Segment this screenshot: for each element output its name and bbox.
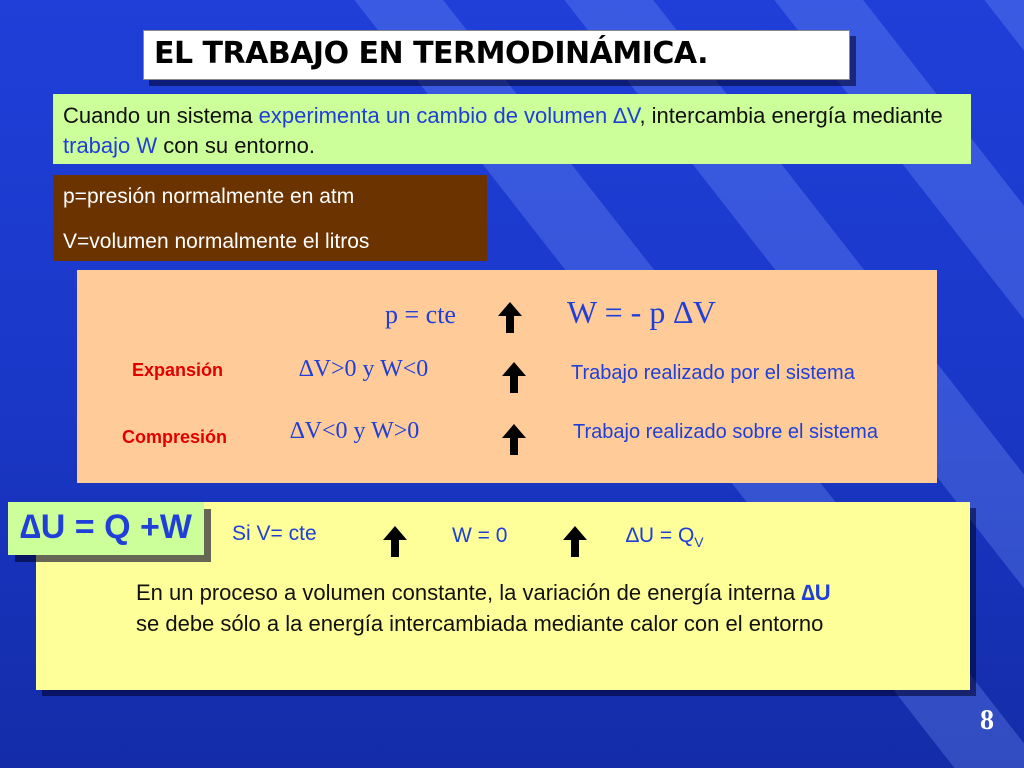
constant-pressure-condition: p = cte <box>385 300 456 329</box>
pressure-definition: p=presión normalmente en atm <box>63 185 355 208</box>
up-arrow-icon <box>497 300 523 334</box>
intro-text-3: , intercambia energía mediante <box>639 103 943 128</box>
compression-label: Compresión <box>122 427 228 447</box>
page-number: 8 <box>980 705 994 736</box>
volume-definition: V=volumen normalmente el litros <box>63 230 370 253</box>
intro-text-1: Cuando un sistema <box>63 103 259 128</box>
work-formula: W = - p ∆V <box>567 294 717 330</box>
explanation-text-3: se debe sólo a la energía intercambiada mediante calor con el entorno <box>136 611 824 636</box>
expansion-condition: ∆V>0 y W<0 <box>299 356 429 382</box>
first-law-equation-box <box>8 502 204 555</box>
compression-note: Trabajo realizado sobre el sistema <box>573 421 878 443</box>
definitions-box <box>53 175 487 261</box>
intro-text-work: trabajo W <box>63 133 158 158</box>
energy-result-main: ∆U = Q <box>626 524 695 547</box>
energy-result-subscript: V <box>694 534 704 551</box>
zero-work: W = 0 <box>452 524 508 547</box>
first-law-explanation <box>136 577 856 639</box>
explanation-text-1: En un proceso a volumen constante, la variación de energía interna <box>136 580 802 605</box>
slide-title: EL TRABAJO EN TERMODINÁMICA. <box>154 36 709 71</box>
expansion-label: Expansión <box>132 360 224 380</box>
intro-text-volume-change: experimenta un cambio de volumen ∆V <box>258 103 640 128</box>
up-arrow-icon <box>382 524 408 558</box>
explanation-delta-u: ∆U <box>801 580 831 605</box>
energy-result <box>626 524 704 550</box>
first-law-equation: ∆U = Q +W <box>20 508 192 546</box>
work-panel <box>77 270 937 483</box>
expansion-note: Trabajo realizado por el sistema <box>571 362 855 384</box>
intro-text-5: con su entorno. <box>157 133 315 158</box>
constant-volume-condition: Si V= cte <box>232 522 317 545</box>
intro-text <box>63 101 963 161</box>
intro-box <box>53 94 971 164</box>
up-arrow-icon <box>562 524 588 558</box>
up-arrow-icon <box>501 422 527 456</box>
up-arrow-icon <box>501 360 527 394</box>
slide-title-box <box>143 30 850 80</box>
compression-condition: ∆V<0 y W>0 <box>290 418 420 444</box>
